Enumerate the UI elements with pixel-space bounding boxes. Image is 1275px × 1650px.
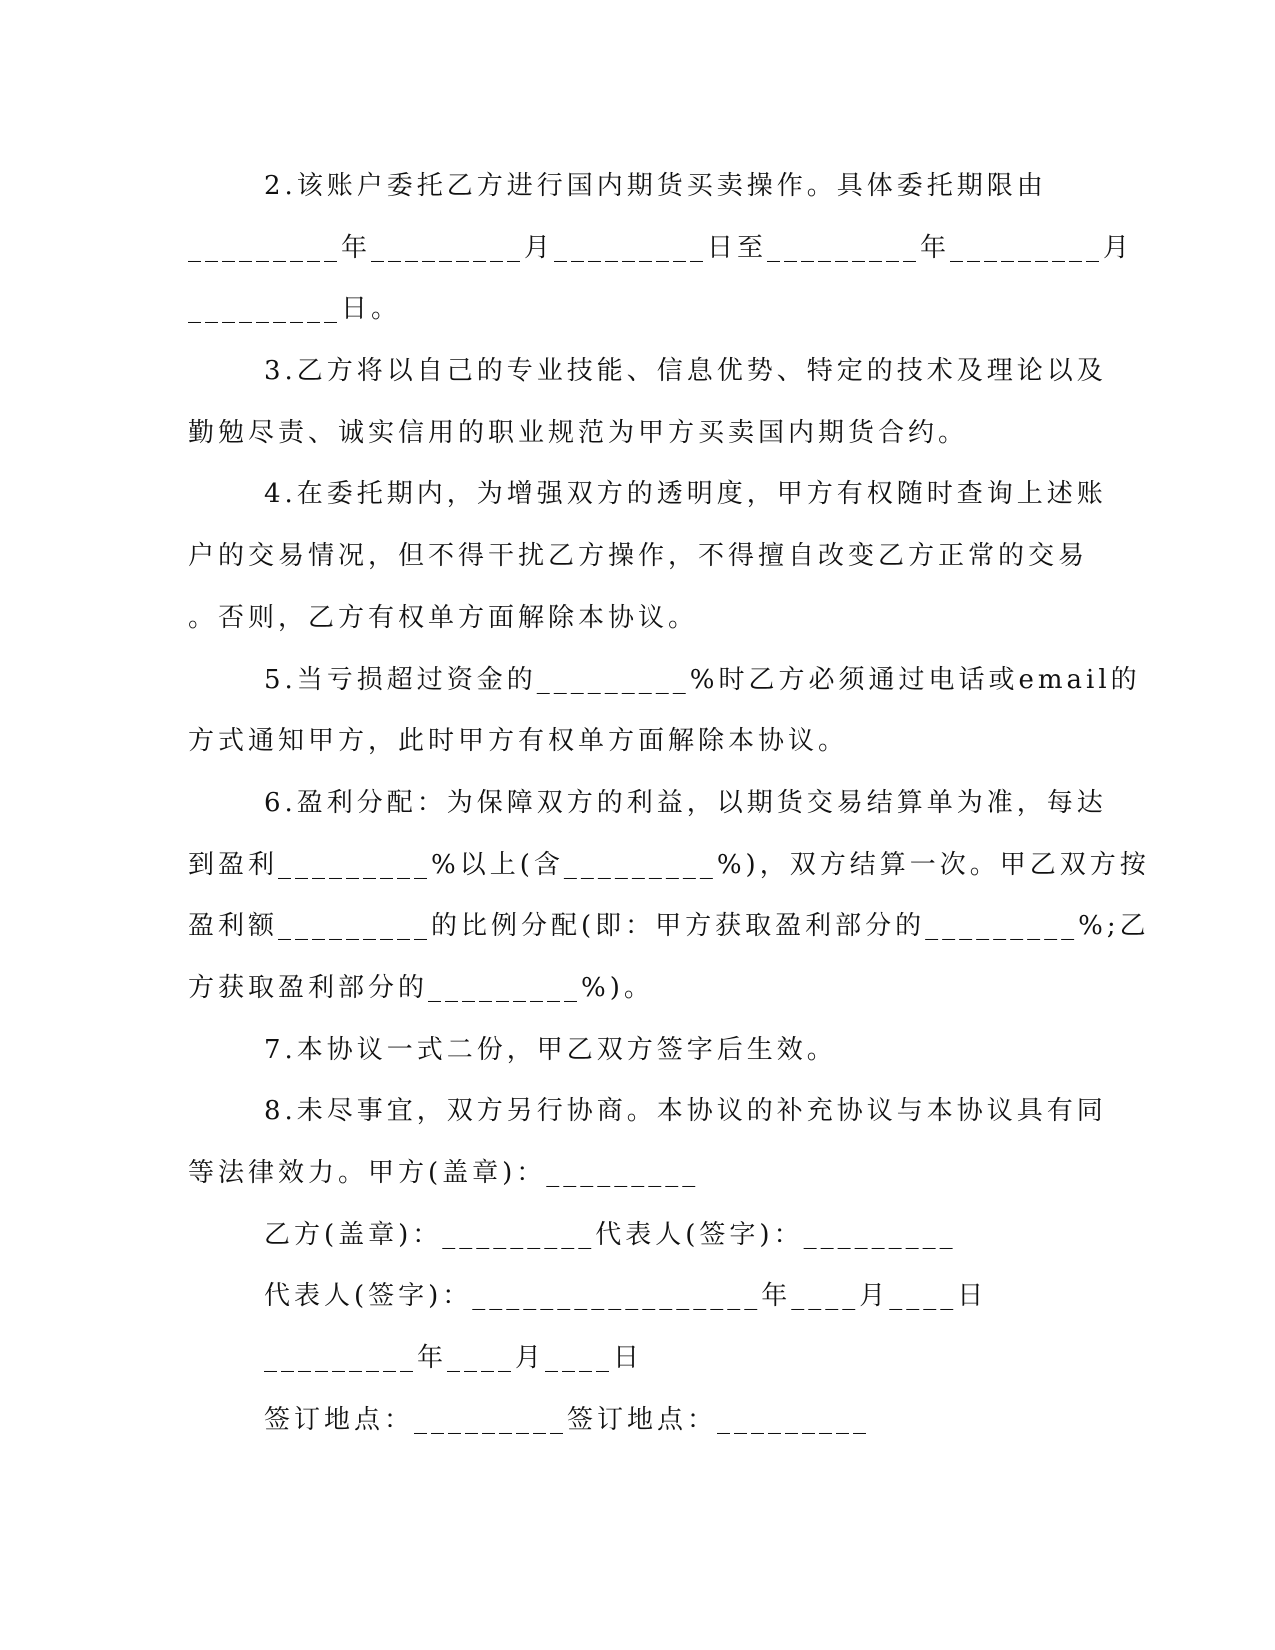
text-line: _________年_________月_________日至_________年_________月 <box>188 232 1134 263</box>
text-line: _________年____月____日 <box>264 1343 644 1374</box>
text-line: 5.当亏损超过资金的_________%时乙方必须通过电话或email的 <box>264 664 1141 695</box>
text-line: 3.乙方将以自己的专业技能、信息优势、特定的技术及理论以及 <box>264 356 1107 387</box>
text-line: _________日。 <box>188 294 402 325</box>
text-line: 7.本协议一式二份，甲乙双方签字后生效。 <box>264 1034 837 1065</box>
text-line: 勤勉尽责、诚实信用的职业规范为甲方买卖国内期货合约。 <box>188 417 969 448</box>
text-line: 2.该账户委托乙方进行国内期货买卖操作。具体委托期限由 <box>264 171 1047 201</box>
text-line: 方获取盈利部分的_________%)。 <box>188 972 654 1003</box>
text-line: 到盈利_________%以上(含_________%)，双方结算一次。甲乙双方按 <box>188 849 1150 880</box>
text-line: 6.盈利分配：为保障双方的利益，以期货交易结算单为准，每达 <box>264 787 1107 818</box>
text-line: 8.未尽事宜，双方另行协商。本协议的补充协议与本协议具有同 <box>264 1096 1107 1127</box>
text-line: 代表人(签字)：_________________年____月____日 <box>264 1281 988 1312</box>
text-line: 盈利额_________的比例分配(即：甲方获取盈利部分的_________%;乙 <box>188 911 1150 942</box>
text-line: 等法律效力。甲方(盖章)：_________ <box>188 1158 700 1188</box>
text-line: 方式通知甲方，此时甲方有权单方面解除本协议。 <box>188 726 849 757</box>
text-line: 签订地点：_________签订地点：_________ <box>264 1404 871 1435</box>
text-line: 乙方(盖章)：_________代表人(签字)：_________ <box>264 1219 957 1250</box>
text-line: 4.在委托期内，为增强双方的透明度，甲方有权随时查询上述账 <box>264 479 1107 510</box>
text-line: 户的交易情况，但不得干扰乙方操作，不得擅自改变乙方正常的交易 <box>188 541 1089 572</box>
text-line: 。否则，乙方有权单方面解除本协议。 <box>188 602 699 633</box>
